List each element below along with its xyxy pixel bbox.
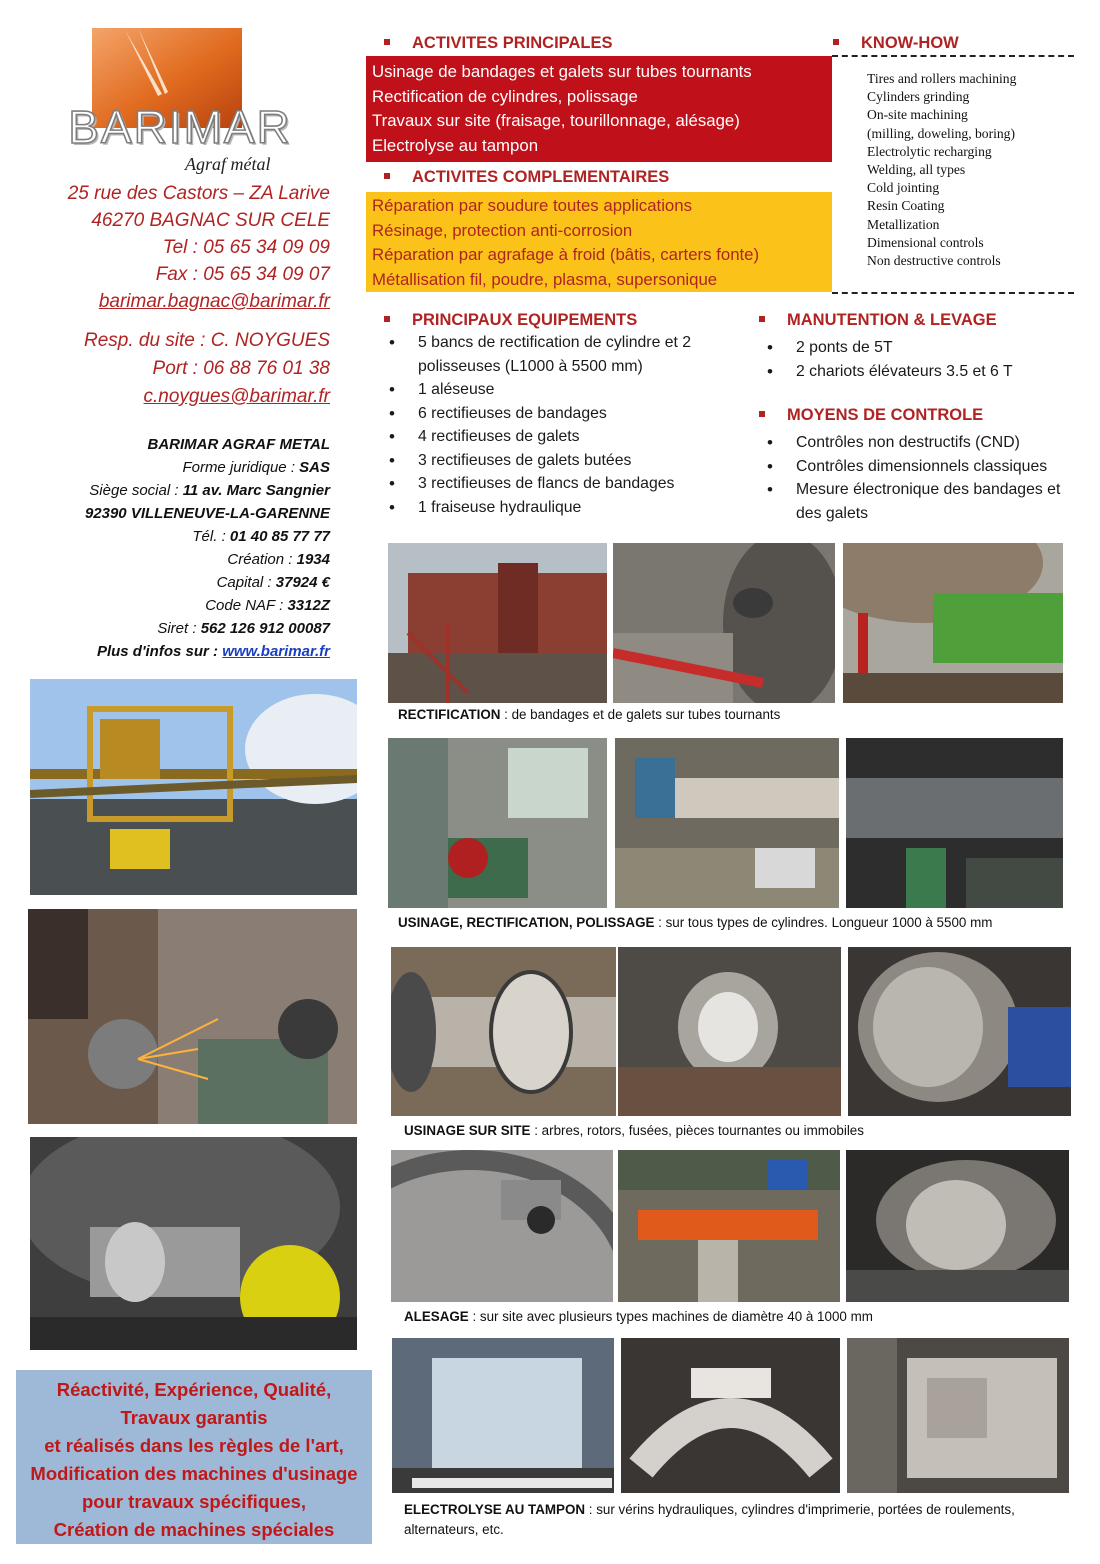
controle-list [764, 431, 1084, 525]
seat-label: Siège social : [89, 482, 183, 499]
section-title-manutention [759, 311, 997, 330]
section-title-equipements [384, 311, 637, 330]
naf-value: 3312Z [287, 597, 330, 614]
photo-electrolysis-plate [847, 1338, 1069, 1493]
siret-value: 562 126 912 00087 [200, 620, 330, 637]
photo-large-roller [846, 738, 1063, 908]
caption-site [404, 1123, 864, 1138]
site-manager [84, 327, 330, 411]
list-item: Cold jointing [867, 180, 940, 196]
caption-text: : de bandages et de galets sur tubes tournants [500, 707, 781, 722]
manager-name: Resp. du site : C. NOYGUES [83, 330, 330, 351]
naf-label: Code NAF : [205, 597, 288, 614]
caption-usinage [398, 915, 992, 930]
legal-tel-label: Tél. : [192, 528, 230, 545]
list-item: • 4 rectifieuses de galets [386, 425, 726, 449]
dashed-divider [832, 55, 1074, 57]
photo-roller-station [843, 543, 1063, 703]
slogan-box [16, 1370, 372, 1544]
slogan-line: et réalisés dans les règles de l'art, [44, 1435, 344, 1456]
logo-tagline: Agraf métal [185, 154, 271, 174]
address-street: 25 rue des Castors – ZA Larive [67, 183, 330, 204]
list-item: • 6 rectifieuses de bandages [386, 402, 726, 426]
address-fax: Fax : 05 65 34 09 07 [155, 264, 330, 285]
list-item: (milling, doweling, boring) [867, 125, 1016, 141]
caption-text: : sur site avec plusieurs types machines de diamètre 40 à 1000 mm [468, 1309, 873, 1324]
list-item: Non destructive controls [867, 253, 1001, 269]
caption-bold: USINAGE SUR SITE [404, 1123, 531, 1138]
address-city: 46270 BAGNAC SUR CELE [91, 210, 330, 231]
caption-bold: ALESAGE [404, 1309, 469, 1324]
list-item: Metallization [867, 216, 940, 232]
company-name: BARIMAR AGRAF METAL [147, 436, 330, 453]
photo-shaft-on-site [391, 947, 616, 1116]
photo-rotary-kiln [388, 543, 607, 703]
photo-cylinder-grinder [388, 738, 607, 908]
capital-label: Capital : [216, 574, 276, 591]
seat-city: 92390 VILLENEUVE-LA-GARENNE [84, 505, 330, 522]
list-item: Resin Coating [867, 198, 945, 214]
legal-info [85, 433, 330, 663]
list-item: • 3 rectifieuses de flancs de bandages [386, 472, 726, 496]
manager-email-link[interactable]: c.noygues@barimar.fr [143, 386, 330, 407]
caption-text: : arbres, rotors, fusées, pièces tournantes ou immobiles [530, 1123, 864, 1138]
slogan-line: Réactivité, Expérience, Qualité, [56, 1379, 332, 1400]
legal-form-value: SAS [299, 459, 330, 476]
caption-bold: RECTIFICATION [398, 707, 501, 722]
site-address [68, 180, 330, 315]
photo-boring-machine [618, 1150, 840, 1302]
list-item: • 3 rectifieuses de galets butées [386, 449, 726, 473]
photo-bucket-wheel [30, 679, 357, 895]
photo-electrolysis-shield [392, 1338, 614, 1493]
slogan-line: Création de machines spéciales [53, 1519, 335, 1540]
photo-electrolysis-bearing [621, 1338, 840, 1493]
list-item: Cylinders grinding [867, 89, 970, 105]
section-title-text: ACTIVITES COMPLEMENTAIRES [412, 168, 670, 186]
section-title-activites-complementaires [384, 168, 669, 187]
slogan-line: Modification des machines d'usinage [30, 1463, 358, 1484]
slogan-line: pour travaux spécifiques, [81, 1491, 307, 1512]
photo-printing-cylinder [615, 738, 839, 908]
section-title-text: KNOW-HOW [861, 34, 959, 52]
list-item: Usinage de bandages et galets sur tubes tournants [372, 62, 752, 81]
manutention-list [764, 336, 1084, 383]
capital-value: 37924 € [275, 574, 330, 591]
caption-bold: USINAGE, RECTIFICATION, POLISSAGE [398, 915, 655, 930]
address-email-link[interactable]: barimar.bagnac@barimar.fr [98, 291, 330, 312]
list-item: Réparation par agrafage à froid (bâtis, carters fonte) [372, 245, 760, 264]
section-title-controle [759, 406, 983, 425]
section-title-know-how [833, 34, 959, 53]
barimar-logo [30, 22, 350, 174]
creation-value: 1934 [296, 551, 330, 568]
list-item: • Contrôles dimensionnels classiques [764, 455, 1084, 479]
logo-wordmark: BARIMAR [68, 101, 292, 153]
siret-label: Siret : [157, 620, 201, 637]
section-title-activites-principales [384, 34, 612, 53]
manager-phone: Port : 06 88 76 01 38 [152, 358, 330, 379]
list-item: Résinage, protection anti-corrosion [372, 220, 633, 240]
caption-rectification [398, 707, 780, 722]
list-item: Rectification de cylindres, polissage [372, 86, 638, 106]
caption-text: : sur vérins hydrauliques, cylindres d'imprimerie, portées de roulements, alternateurs, etc. [404, 1502, 1015, 1537]
list-item: • Contrôles non destructifs (CND) [764, 431, 1084, 455]
list-item: • 2 ponts de 5T [764, 336, 1084, 360]
section-title-text: MOYENS DE CONTROLE [787, 406, 984, 424]
photo-boring-ring [391, 1150, 613, 1302]
bullet-square-icon [759, 316, 765, 322]
list-item: Electrolyse au tampon [372, 135, 539, 155]
photo-shaft-machining [30, 1137, 357, 1350]
legal-form-label: Forme juridique : [182, 459, 300, 476]
list-item: • Mesure électronique des bandages et des galets [764, 478, 1084, 525]
list-item: Tires and rollers machining [867, 71, 1017, 86]
list-item: Métallisation fil, poudre, plasma, supersonique [372, 269, 718, 289]
photo-bored-housing [846, 1150, 1069, 1302]
seat-value: 11 av. Marc Sangnier [182, 482, 330, 499]
list-item: Réparation par soudure toutes applications [372, 196, 692, 215]
caption-electrolyse [404, 1500, 1044, 1540]
equipements-list [386, 331, 726, 519]
bullet-square-icon [833, 39, 839, 45]
caption-bold: ELECTROLYSE AU TAMPON [404, 1502, 586, 1517]
list-item: Electrolytic recharging [867, 143, 992, 159]
list-item: Dimensional controls [867, 234, 984, 250]
bullet-square-icon [759, 411, 765, 417]
activites-complementaires-box [366, 192, 832, 292]
list-item: • 1 fraiseuse hydraulique [386, 496, 726, 520]
website-link[interactable]: www.barimar.fr [222, 643, 330, 660]
address-tel: Tel : 05 65 34 09 09 [162, 237, 330, 258]
photo-grinding-sparks [28, 909, 357, 1124]
list-item: Welding, all types [867, 162, 966, 178]
more-info-label: Plus d'infos sur : [96, 643, 223, 660]
section-title-text: ACTIVITES PRINCIPALES [412, 34, 613, 52]
list-item: On-site machining [867, 107, 968, 123]
section-title-text: PRINCIPAUX EQUIPEMENTS [412, 311, 638, 329]
caption-alesage [404, 1309, 873, 1324]
list-item: • 2 chariots élévateurs 3.5 et 6 T [764, 360, 1084, 384]
caption-text: : sur tous types de cylindres. Longueur 1000 à 5500 mm [654, 915, 993, 930]
activites-principales-box [366, 56, 832, 162]
photo-journal-inspection [848, 947, 1071, 1116]
list-item: Travaux sur site (fraisage, tourillonnage, alésage) [372, 111, 740, 130]
bullet-square-icon [384, 173, 390, 179]
photo-rotor-machining [618, 947, 841, 1116]
section-title-text: MANUTENTION & LEVAGE [787, 311, 997, 329]
photo-tire-grinding [613, 543, 835, 703]
slogan-line: Travaux garantis [120, 1407, 268, 1428]
dashed-divider [832, 292, 1074, 294]
list-item: • 1 aléseuse [386, 378, 726, 402]
bullet-square-icon [384, 39, 390, 45]
list-item: • 5 bancs de rectification de cylindre et 2 polisseuses (L1000 à 5500 mm) [386, 331, 726, 378]
creation-label: Création : [227, 551, 297, 568]
bullet-square-icon [384, 316, 390, 322]
legal-tel-value: 01 40 85 77 77 [229, 528, 330, 545]
know-how-list [867, 70, 1016, 270]
